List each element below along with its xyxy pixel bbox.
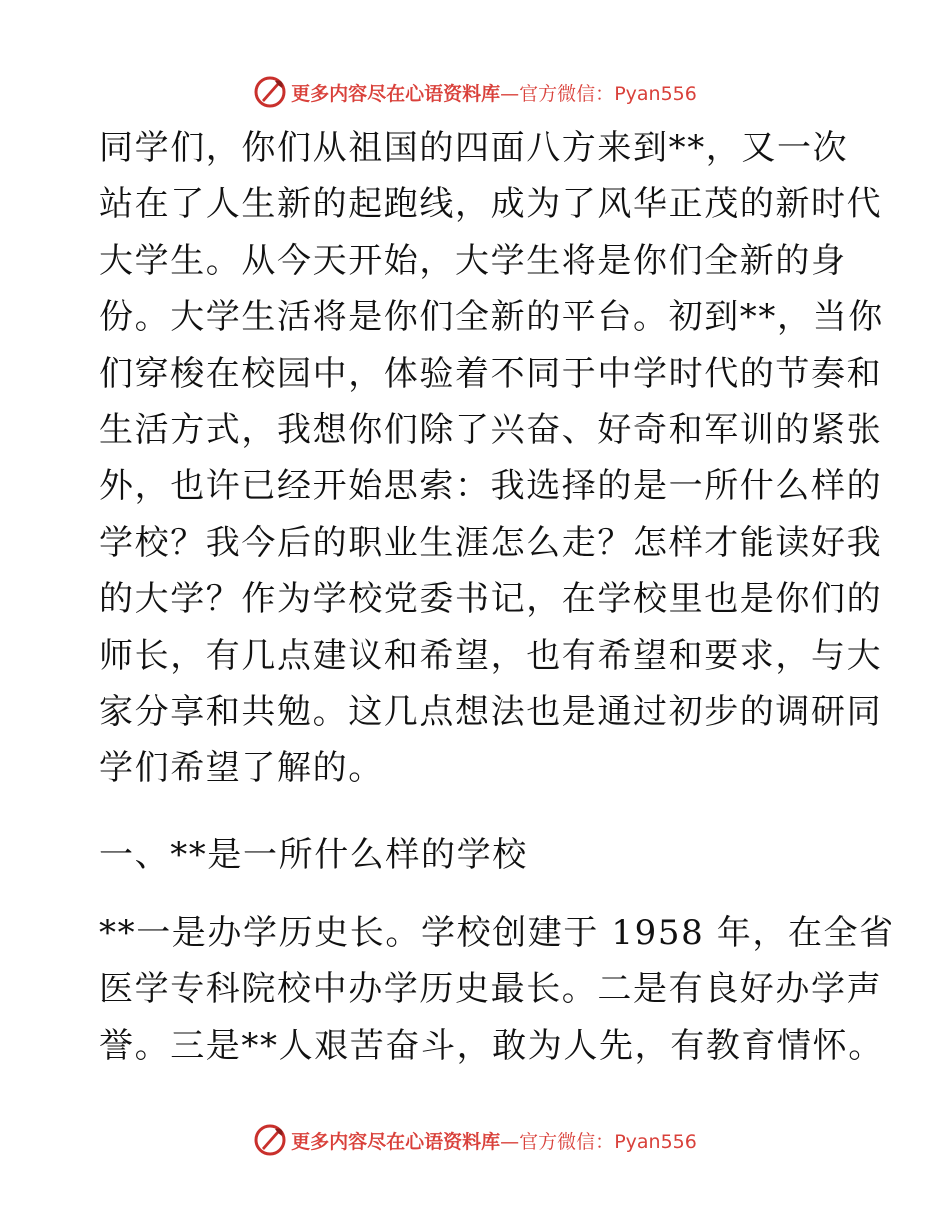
header-banner-text [291, 79, 697, 106]
footer-dash: — [500, 1130, 520, 1153]
text-line: 家分享和共勉。这几点想法也是通过初步的调研同 [99, 691, 883, 732]
text-line: 医学专科院校中办学历史最长。二是有良好办学声 [99, 969, 883, 1010]
text-line: 外，也许已经开始思索：我选择的是一所什么样的 [99, 466, 883, 507]
footer-banner-text [291, 1127, 697, 1154]
text-line: 誉。三是**人艰苦奋斗，敢为人先，有教育情怀。 [99, 1025, 884, 1066]
text-line: 们穿梭在校园中，体验着不同于中学时代的节奏和 [99, 353, 883, 394]
footer-banner [0, 1120, 950, 1160]
text-line: 学们希望了解的。 [99, 748, 384, 789]
header-wechat-id: Pyan556 [614, 82, 697, 105]
text-line: 大学生。从今天开始，大学生将是你们全新的身 [99, 240, 847, 281]
text-line: 学校？我今后的职业生涯怎么走？怎样才能读好我 [99, 522, 883, 563]
paragraph-1 [99, 120, 884, 797]
paragraph-2 [99, 905, 895, 1074]
text-line: 份。大学生活将是你们全新的平台。初到**，当你 [99, 297, 884, 338]
header-official: 官方微信： [519, 82, 615, 105]
text-line: 站在了人生新的起跑线，成为了风华正茂的新时代 [99, 184, 883, 225]
paragraph-gap [99, 797, 849, 827]
text-line: **一是办学历史长。学校创建于 1958 年，在全省 [99, 913, 895, 954]
header-banner [0, 72, 950, 112]
text-line: 生活方式，我想你们除了兴奋、好奇和军训的紧张 [99, 409, 883, 450]
quill-logo-icon [253, 1123, 287, 1157]
text-line: 的大学？作为学校党委书记，在学校里也是你们的 [99, 579, 883, 620]
header-site-text: 更多内容尽在心语资料库 [291, 82, 501, 105]
section-heading: 一、**是一所什么样的学校 [99, 834, 528, 875]
quill-logo-icon [253, 75, 287, 109]
footer-site-text: 更多内容尽在心语资料库 [291, 1130, 501, 1153]
footer-official: 官方微信： [519, 1130, 615, 1153]
paragraph-gap [99, 883, 849, 905]
document-body [99, 120, 895, 1074]
footer-wechat-id: Pyan556 [614, 1130, 697, 1153]
text-line: 同学们，你们从祖国的四面八方来到**，又一次 [99, 128, 849, 168]
header-dash: — [500, 82, 520, 105]
text-line: 师长，有几点建议和希望，也有希望和要求，与大 [99, 635, 883, 676]
